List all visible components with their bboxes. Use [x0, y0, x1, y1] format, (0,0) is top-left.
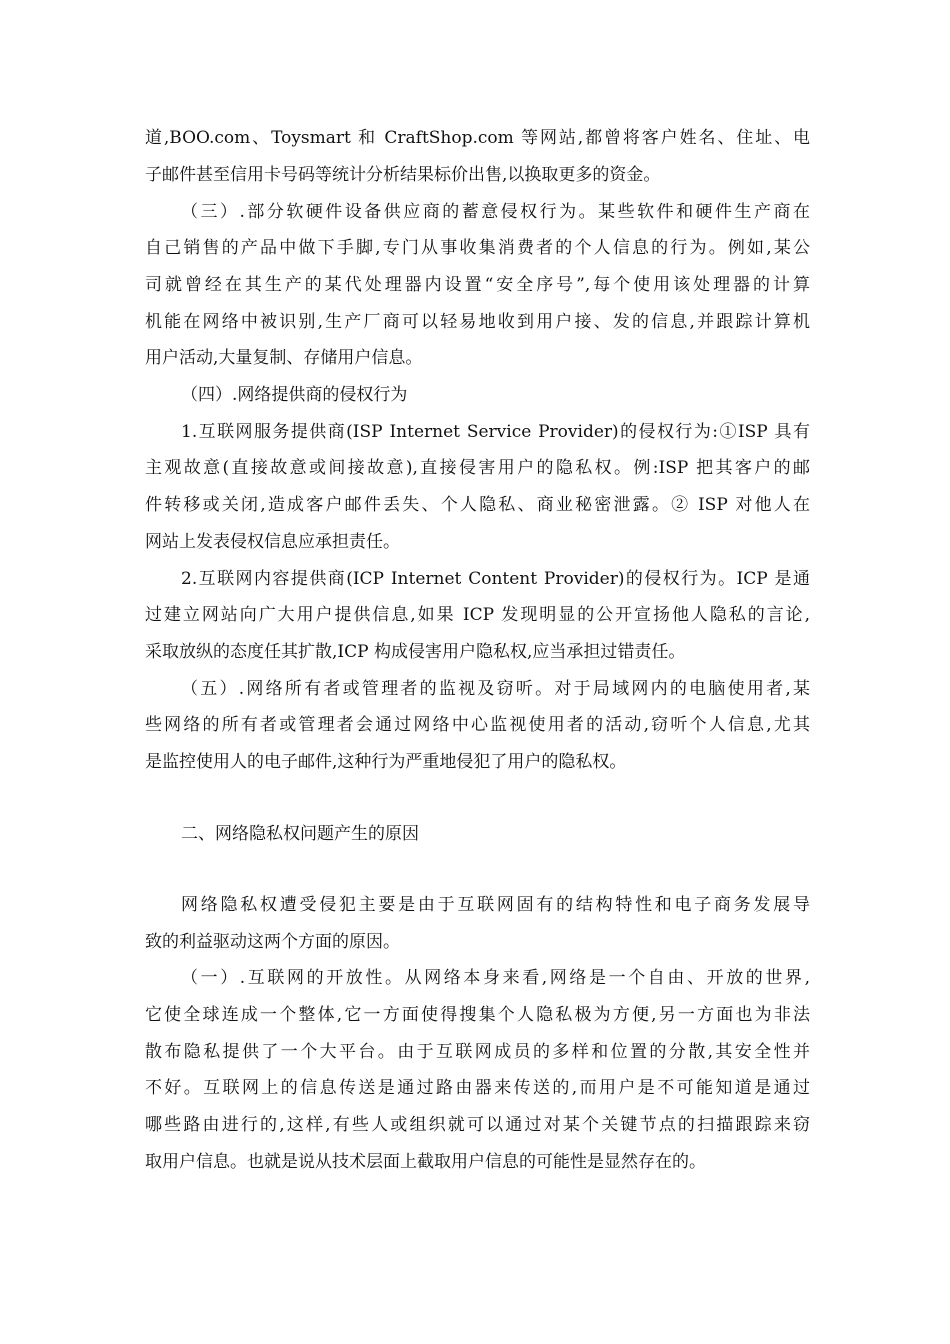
paragraph-line: 网络隐私权遭受侵犯主要是由于互联网固有的结构特性和电子商务发展导 — [181, 895, 810, 915]
paragraph-line: 件转移或关闭,造成客户邮件丢失、个人隐私、商业秘密泄露。② ISP 对他人在 — [145, 495, 810, 515]
paragraph-line: （一）.互联网的开放性。从网络本身来看,网络是一个自由、开放的世界, — [181, 968, 810, 988]
section-heading: 二、网络隐私权问题产生的原因 — [181, 824, 419, 844]
paragraph-line: 主观故意(直接故意或间接故意),直接侵害用户的隐私权。例:ISP 把其客户的邮 — [145, 458, 810, 478]
paragraph-line: 采取放纵的态度任其扩散,ICP 构成侵害用户隐私权,应当承担过错责任。 — [145, 642, 686, 662]
paragraph-line: 些网络的所有者或管理者会通过网络中心监视使用者的活动,窃听个人信息,尤其 — [145, 715, 810, 735]
paragraph-line: 机能在网络中被识别,生产厂商可以轻易地收到用户接、发的信息,并跟踪计算机 — [145, 312, 810, 332]
paragraph-line: 自己销售的产品中做下手脚,专门从事收集消费者的个人信息的行为。例如,某公 — [145, 238, 810, 258]
paragraph-line: 2.互联网内容提供商(ICP Internet Content Provider)的侵权行为。ICP 是通 — [181, 569, 810, 589]
paragraph-line: 子邮件甚至信用卡号码等统计分析结果标价出售,以换取更多的资金。 — [145, 165, 661, 185]
paragraph-line: 网站上发表侵权信息应承担责任。 — [145, 532, 400, 552]
paragraph-line: （三）.部分软硬件设备供应商的蓄意侵权行为。某些软件和硬件生产商在 — [181, 202, 810, 222]
paragraph-line: 司就曾经在其生产的某代处理器内设置“安全序号”,每个使用该处理器的计算 — [145, 275, 810, 295]
paragraph-line: 过建立网站向广大用户提供信息,如果 ICP 发现明显的公开宣扬他人隐私的言论, — [145, 605, 810, 625]
paragraph-line: 不好。互联网上的信息传送是通过路由器来传送的,而用户是不可能知道是通过 — [145, 1078, 810, 1098]
paragraph-line: 道,BOO.com、Toysmart 和 CraftShop.com 等网站,都曾将客户姓名、住址、电 — [145, 128, 810, 148]
paragraph-line: 1.互联网服务提供商(ISP Internet Service Provider)的侵权行为:①ISP 具有 — [181, 422, 810, 442]
paragraph-line: 致的利益驱动这两个方面的原因。 — [145, 932, 400, 952]
paragraph-line: 它使全球连成一个整体,它一方面使得搜集个人隐私极为方便,另一方面也为非法 — [145, 1005, 810, 1025]
paragraph-line: 是监控使用人的电子邮件,这种行为严重地侵犯了用户的隐私权。 — [145, 752, 627, 772]
paragraph-line: 用户活动,大量复制、存储用户信息。 — [145, 348, 423, 368]
paragraph-line: 哪些路由进行的,这样,有些人或组织就可以通过对某个关键节点的扫描跟踪来窃 — [145, 1115, 810, 1135]
paragraph-line: 取用户信息。也就是说从技术层面上截取用户信息的可能性是显然存在的。 — [145, 1152, 706, 1172]
paragraph-line: 散布隐私提供了一个大平台。由于互联网成员的多样和位置的分散,其安全性并 — [145, 1042, 810, 1062]
paragraph-line: （五）.网络所有者或管理者的监视及窃听。对于局域网内的电脑使用者,某 — [181, 679, 810, 699]
paragraph-line: （四）.网络提供商的侵权行为 — [181, 385, 408, 405]
